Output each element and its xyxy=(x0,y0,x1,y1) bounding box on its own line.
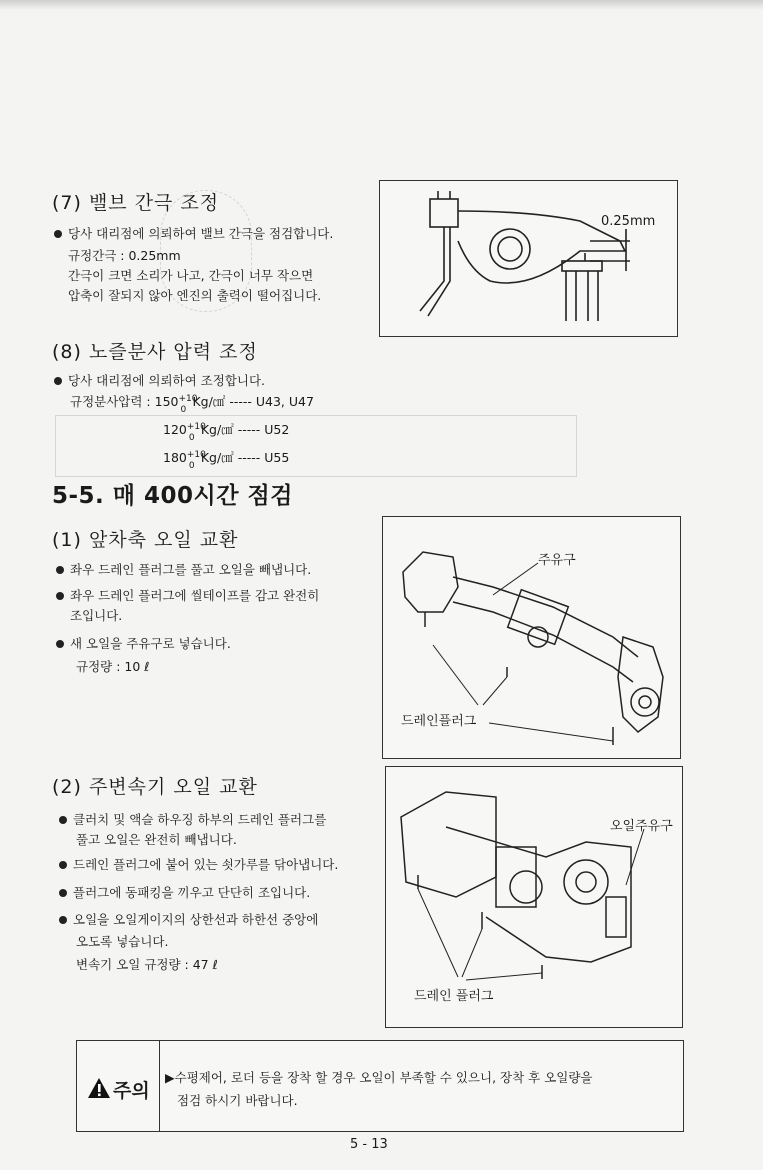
section-1-title: (1) 앞차축 오일 교환 xyxy=(52,529,239,551)
s2-bullet-4b: 오도록 넣습니다. xyxy=(76,934,169,949)
bullet xyxy=(56,566,64,574)
scan-edge xyxy=(0,0,763,10)
warning-icon xyxy=(87,1077,111,1099)
dashes: ----- xyxy=(237,450,261,465)
tolerance: +10 0 xyxy=(186,421,206,443)
spec-label: 규정분사압력 : xyxy=(70,394,151,409)
rocker-arm-drawing xyxy=(380,181,677,336)
section-2-title: (2) 주변속기 오일 교환 xyxy=(52,776,258,798)
section-7-title: (7) 밸브 간극 조정 xyxy=(52,192,220,214)
s8-line-1: 당사 대리점에 의뢰하여 조정합니다. xyxy=(68,373,266,388)
dashes: ----- xyxy=(229,394,252,409)
s2-spec: 변속기 오일 규정량 : 47 ℓ xyxy=(76,957,218,972)
model: U43, U47 xyxy=(255,394,314,409)
front-axle-figure xyxy=(382,516,681,759)
s1-bullet-2a: 좌우 드레인 플러그에 씰테이프를 감고 완전히 xyxy=(70,588,320,603)
bleed-through-box xyxy=(55,415,577,477)
oil-fill-port-label: 오일주유구 xyxy=(610,819,673,834)
s2-bullet-1b: 풀고 오일은 완전히 빼냅니다. xyxy=(76,832,237,847)
dashes: ----- xyxy=(237,422,261,437)
spec-value: 120 xyxy=(163,422,187,437)
unit: Kg/㎠ xyxy=(192,394,226,409)
bullet xyxy=(59,889,67,897)
s1-bullet-2b: 조입니다. xyxy=(70,608,123,623)
caution-line-2: 점검 하시기 바랍니다. xyxy=(177,1093,298,1108)
unit: Kg/㎠ xyxy=(200,450,234,465)
s7-line-4: 압축이 잘되지 않아 엔진의 출력이 떨어집니다. xyxy=(68,288,322,303)
model: U52 xyxy=(264,422,290,437)
section-8-title: (8) 노즐분사 압력 조정 xyxy=(52,341,258,363)
section-5-5-title: 5-5. 매 400시간 점검 xyxy=(52,483,293,509)
caution-label-cell xyxy=(77,1041,160,1131)
spec-row-150 xyxy=(70,392,314,415)
spec-row-120 xyxy=(163,420,290,443)
bullet xyxy=(59,861,67,869)
bullet xyxy=(56,640,64,648)
tolerance: +10 0 xyxy=(186,449,206,471)
unit: Kg/㎠ xyxy=(200,422,234,437)
s1-bullet-3: 새 오일을 주유구로 넣습니다. xyxy=(70,636,231,651)
bullet xyxy=(56,592,64,600)
s7-line-1: 당사 대리점에 의뢰하여 밸브 간극을 점검합니다. xyxy=(68,226,334,241)
caution-box xyxy=(76,1040,684,1132)
spec-value: 150 xyxy=(154,394,179,409)
model: U55 xyxy=(264,450,290,465)
clearance-label: 0.25mm xyxy=(601,214,656,229)
valve-clearance-figure xyxy=(379,180,678,337)
s2-bullet-1a: 클러치 및 액슬 하우징 하부의 드레인 플러그를 xyxy=(73,812,327,827)
drain-plug-label: 드레인플러그 xyxy=(401,714,477,729)
s2-bullet-4a: 오일을 오일게이지의 상한선과 하한선 중앙에 xyxy=(73,912,319,927)
caution-line-1: ▶수평제어, 로더 등을 장착 할 경우 오일이 부족할 수 있으니, 장착 후 오일량을 xyxy=(165,1070,593,1085)
spec-value: 180 xyxy=(163,450,187,465)
s2-bullet-2: 드레인 플러그에 붙어 있는 쇳가루를 닦아냅니다. xyxy=(73,857,339,872)
drain-plug-label: 드레인 플러그 xyxy=(414,989,494,1004)
spec-row-180 xyxy=(163,448,290,471)
s7-line-3: 간극이 크면 소리가 나고, 간극이 너무 작으면 xyxy=(68,268,314,283)
s2-bullet-3: 플러그에 동패킹을 끼우고 단단히 조입니다. xyxy=(73,885,311,900)
caution-label: 주의 xyxy=(113,1080,150,1102)
s1-spec: 규정량 : 10 ℓ xyxy=(76,659,150,674)
page-number: 5 - 13 xyxy=(350,1137,388,1152)
s1-bullet-1: 좌우 드레인 플러그를 풀고 오일을 빼냅니다. xyxy=(70,562,312,577)
s7-line-2: 규정간극 : 0.25mm xyxy=(68,248,181,263)
fill-port-label: 주유구 xyxy=(538,553,576,568)
bullet xyxy=(59,816,67,824)
bullet xyxy=(54,230,62,238)
transmission-figure xyxy=(385,766,683,1028)
tolerance: +10 0 xyxy=(178,393,198,415)
bullet xyxy=(54,377,62,385)
bullet xyxy=(59,916,67,924)
